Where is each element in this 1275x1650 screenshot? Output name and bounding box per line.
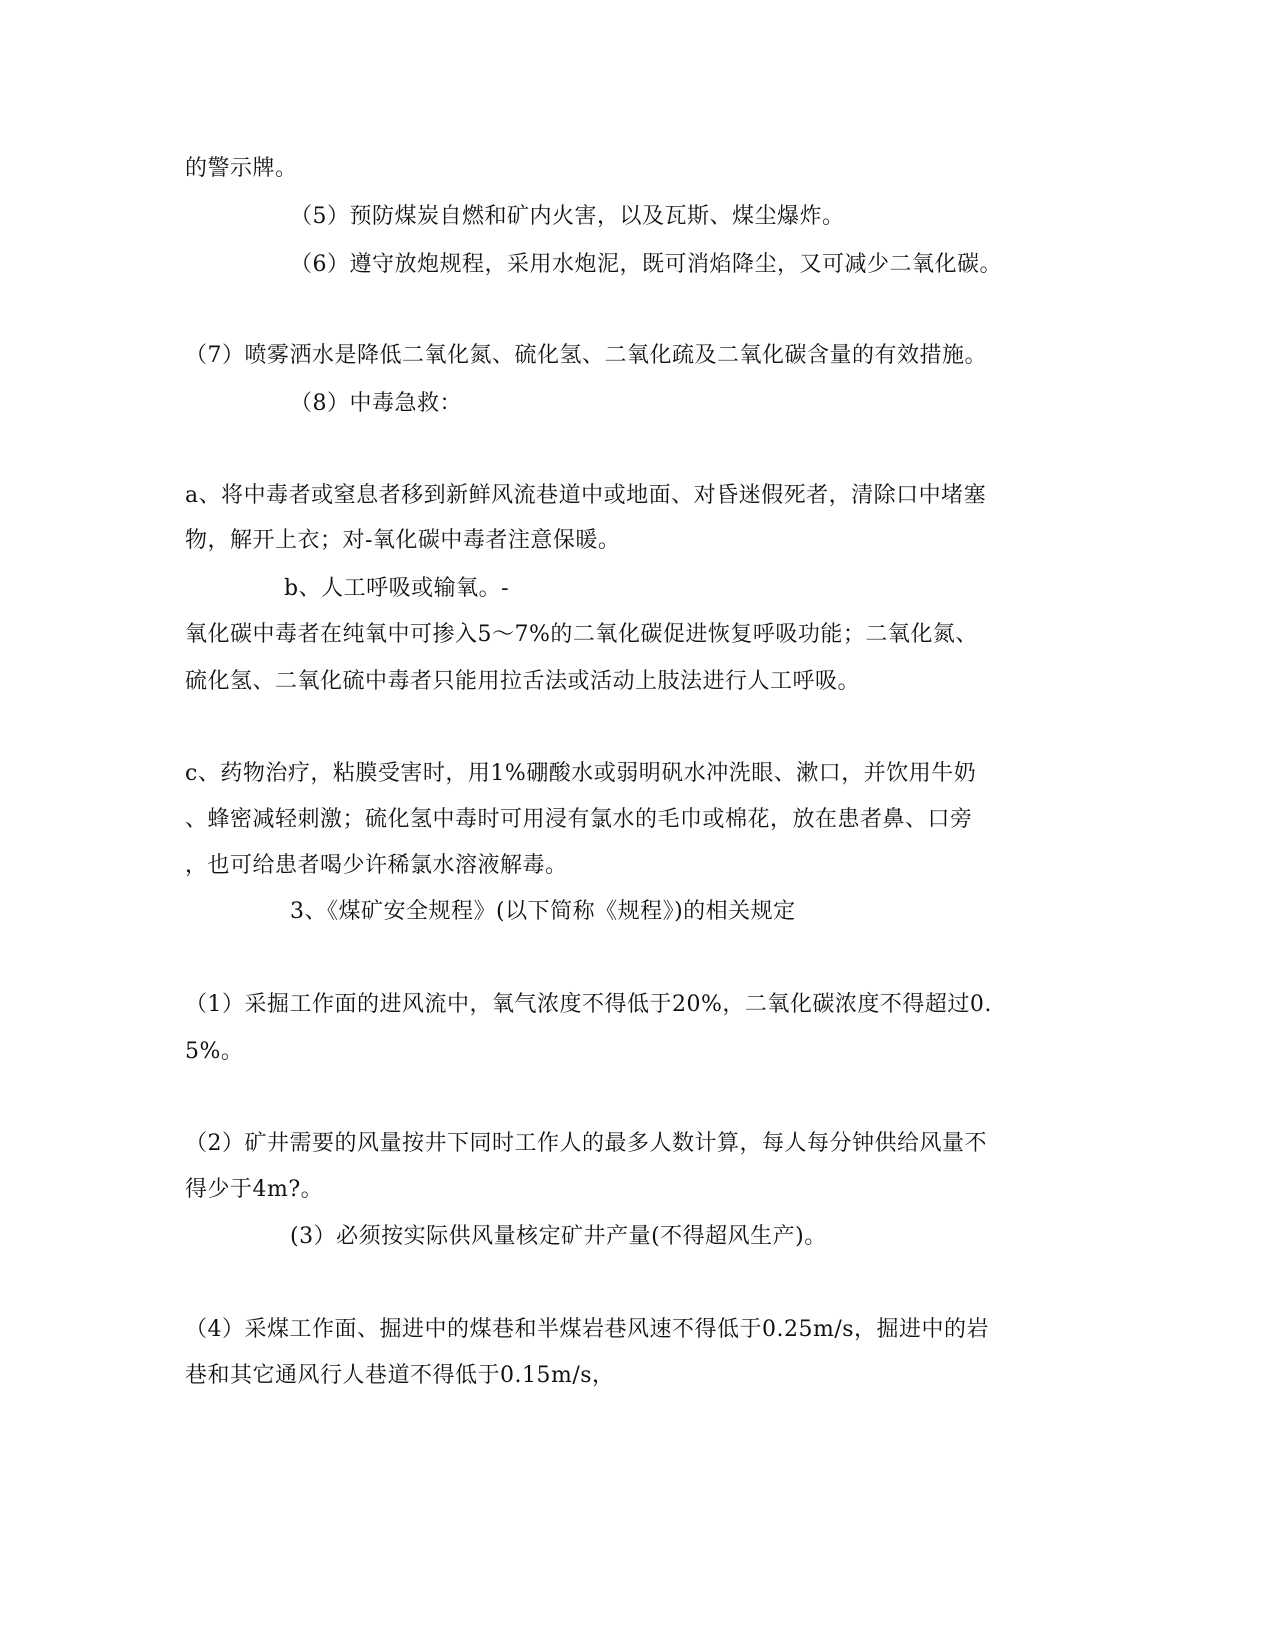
text-line: 的警示牌。 — [185, 156, 298, 181]
item-b-line-2: 氧化碳中毒者在纯氧中可掺入5～7%的二氧化碳促进恢复呼吸功能；二氧化氮、 — [185, 622, 978, 647]
item-a-line-1: a、将中毒者或窒息者移到新鲜风流巷道中或地面、对昏迷假死者，清除口中堵塞 — [185, 483, 987, 508]
item-c-line-2: 、蜂密减轻刺激；硫化氢中毒时可用浸有氯水的毛巾或棉花，放在患者鼻、口旁 — [185, 807, 973, 832]
rule-1-line-1: （1）采掘工作面的进风流中，氧气浓度不得低于20%，二氧化碳浓度不得超过0. — [185, 992, 992, 1017]
rule-4-line-2: 巷和其它通风行人巷道不得低于0.15m/s， — [185, 1363, 615, 1388]
list-item-5: （5）预防煤炭自燃和矿内火害，以及瓦斯、煤尘爆炸。 — [290, 204, 845, 229]
rule-4-line-1: （4）采煤工作面、掘进中的煤巷和半煤岩巷风速不得低于0.25m/s，掘进中的岩 — [185, 1317, 990, 1342]
rule-1-line-2: 5%。 — [185, 1039, 244, 1064]
rule-3: (3）必须按实际供风量核定矿井产量(不得超风生产)。 — [290, 1224, 827, 1249]
list-item-6: （6）遵守放炮规程，采用水炮泥，既可消焰降尘，又可减少二氧化碳。 — [290, 252, 1002, 277]
section-heading-3: 3、《煤矿安全规程》(以下简称《规程》)的相关规定 — [290, 899, 796, 924]
item-b-line-1: b、人工呼吸或输氧。- — [284, 576, 510, 601]
list-item-7: （7）喷雾洒水是降低二氧化氮、硫化氢、二氧化疏及二氧化碳含量的有效措施。 — [185, 343, 987, 368]
list-item-8: （8）中毒急救： — [290, 391, 462, 416]
item-a-line-2: 物，解开上衣；对-氧化碳中毒者注意保暖。 — [185, 528, 621, 553]
rule-2-line-2: 得少于4m?。 — [185, 1177, 324, 1202]
item-c-line-1: c、药物治疗，粘膜受害时，用1%硼酸水或弱明矾水冲洗眼、漱口，并饮用牛奶 — [185, 761, 977, 786]
item-c-line-3: ，也可给患者喝少许稀氯水溶液解毒。 — [185, 853, 568, 878]
rule-2-line-1: （2）矿井需要的风量按井下同时工作人的最多人数计算，每人每分钟供给风量不 — [185, 1131, 987, 1156]
item-b-line-3: 硫化氢、二氧化硫中毒者只能用拉舌法或活动上肢法进行人工呼吸。 — [185, 669, 861, 694]
